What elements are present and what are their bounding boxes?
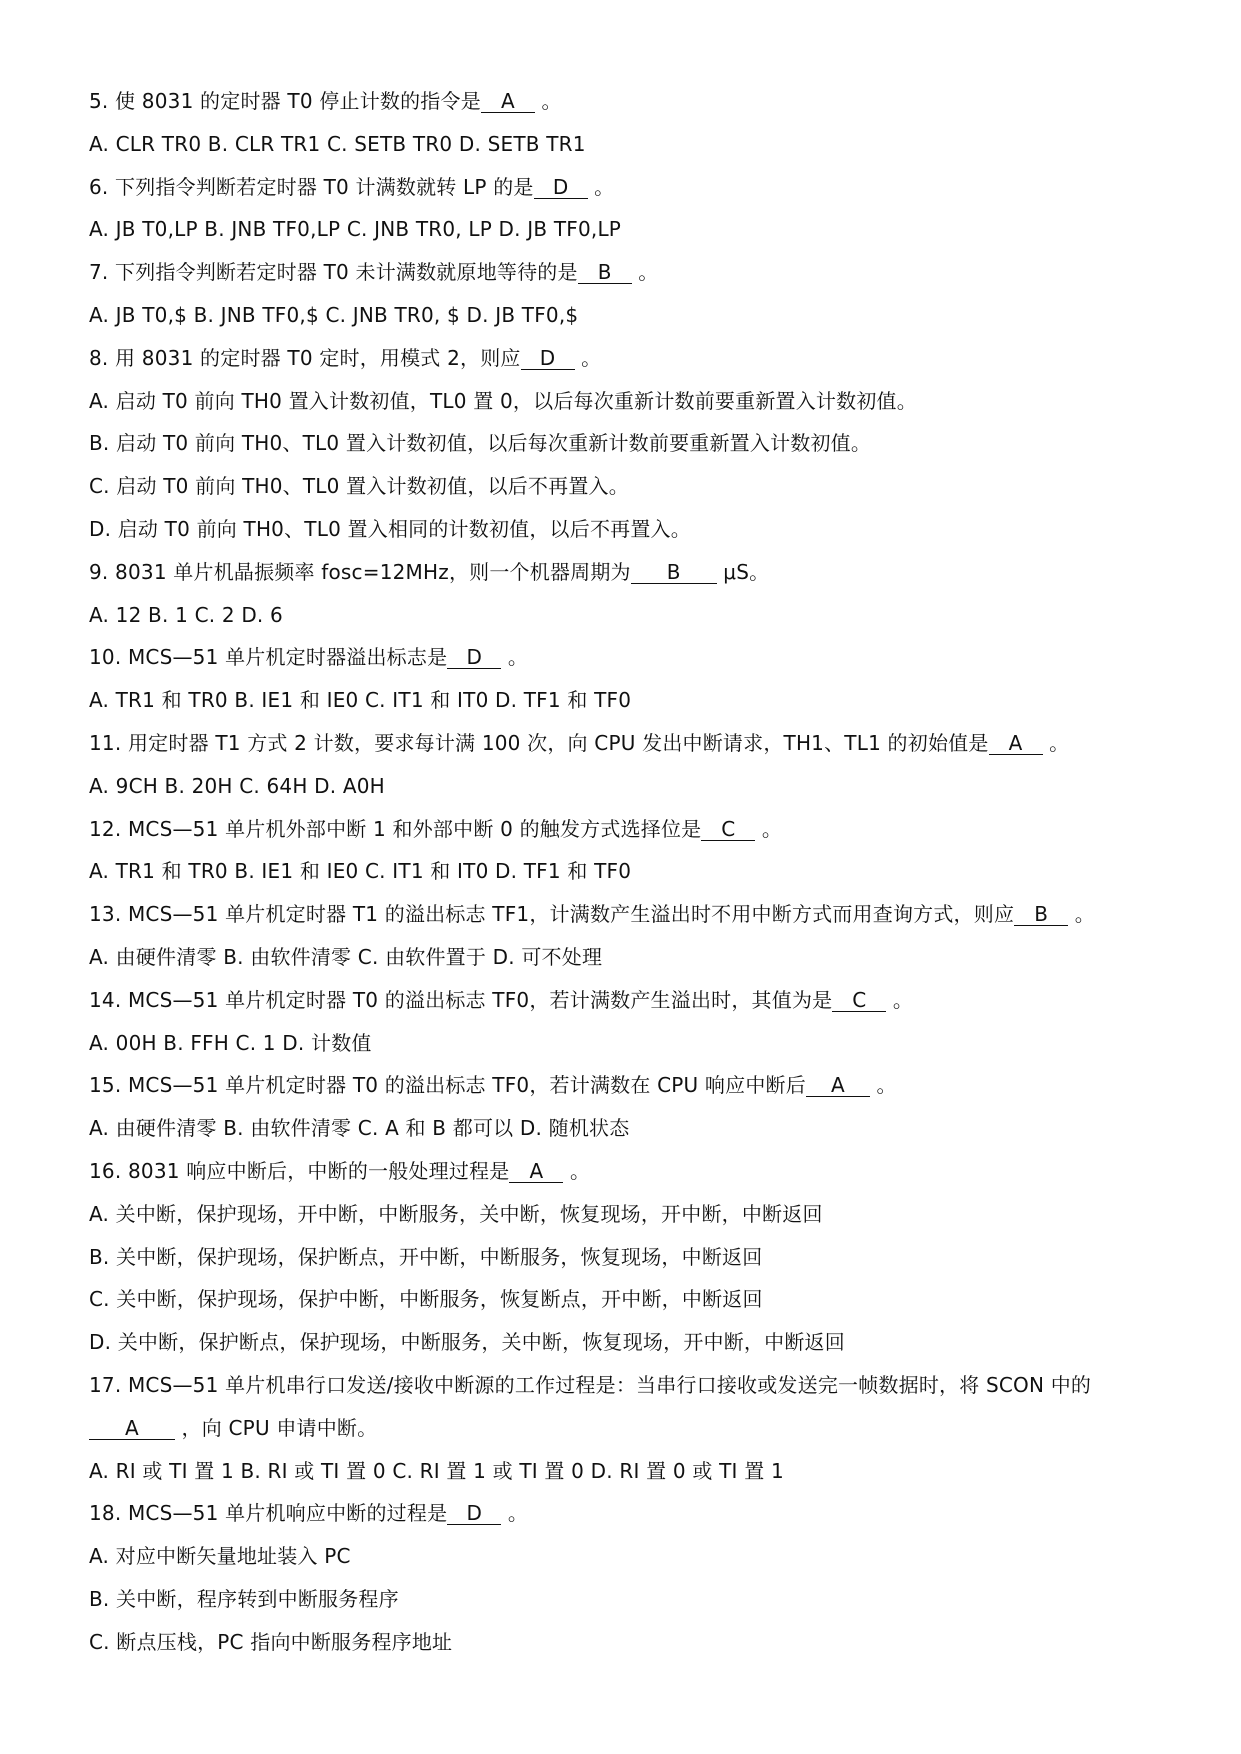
question-text: 16. 8031 响应中断后，中断的一般处理过程是 xyxy=(89,1158,510,1183)
question-suffix: 。 xyxy=(501,1501,529,1526)
question-text: 8. 用 8031 的定时器 T0 定时，用模式 2，则应 xyxy=(89,345,521,370)
question-text: 10. MCS—51 单片机定时器溢出标志是 xyxy=(89,645,448,670)
options-line: A. TR1 和 TR0 B. IE1 和 IE0 C. IT1 和 IT0 D. TF1 和 TF0 xyxy=(89,688,632,713)
options-line: A. 00H B. FFH C. 1 D. 计数值 xyxy=(89,1030,372,1055)
answer-blank: A xyxy=(481,90,535,113)
question-text: 5. 使 8031 的定时器 T0 停止计数的指令是 xyxy=(89,89,481,113)
answer-blank: A xyxy=(89,1417,175,1440)
question-list xyxy=(89,80,1199,1663)
question-suffix: 。 xyxy=(631,260,659,285)
options-line: A. JB T0,$ B. JNB TF0,$ C. JNB TR0, $ D. JB TF0,$ xyxy=(89,302,579,327)
options-line: C. 启动 T0 前向 TH0、TL0 置入计数初值，以后不再置入。 xyxy=(89,474,629,499)
options-line: A. 关中断，保护现场，开中断，中断服务，关中断，恢复现场，开中断，中断返回 xyxy=(89,1201,823,1226)
options-line: A. 对应中断矢量地址装入 PC xyxy=(89,1544,351,1569)
question-text: 15. MCS—51 单片机定时器 T0 的溢出标志 TF0，若计满数在 CPU 响应中断后 xyxy=(89,1073,806,1098)
question-line xyxy=(89,1064,1199,1107)
question-line xyxy=(89,636,1199,679)
question-line xyxy=(89,1407,1199,1450)
question-suffix: 。 xyxy=(534,89,562,113)
options-line: A. CLR TR0 B. CLR TR1 C. SETB TR0 D. SETB TR1 xyxy=(89,131,586,156)
question-suffix: 。 xyxy=(563,1158,591,1183)
answer-blank: B xyxy=(1014,903,1068,926)
question-text: 13. MCS—51 单片机定时器 T1 的溢出标志 TF1，计满数产生溢出时不用中断方式而用查询方式，则应 xyxy=(89,902,1015,927)
options-line: A. 由硬件清零 B. 由软件清零 C. 由软件置于 D. 可不处理 xyxy=(89,944,603,969)
question-line xyxy=(89,1492,1199,1535)
question-line xyxy=(89,893,1199,936)
question-line xyxy=(89,722,1199,765)
answer-blank: D xyxy=(534,176,588,199)
question-line xyxy=(89,1150,1199,1193)
question-text: 6. 下列指令判断若定时器 T0 计满数就转 LP 的是 xyxy=(89,174,534,199)
question-text: 14. MCS—51 单片机定时器 T0 的溢出标志 TF0，若计满数产生溢出时，其值为是 xyxy=(89,987,833,1012)
options-line: A. TR1 和 TR0 B. IE1 和 IE0 C. IT1 和 IT0 D. TF1 和 TF0 xyxy=(89,859,632,884)
question-text: 12. MCS—51 单片机外部中断 1 和外部中断 0 的触发方式选择位是 xyxy=(89,816,702,841)
options-line: A. 9CH B. 20H C. 64H D. A0H xyxy=(89,773,385,798)
question-line xyxy=(89,166,1199,209)
question-line xyxy=(89,551,1199,594)
question-text: 11. 用定时器 T1 方式 2 计数，要求每计满 100 次，向 CPU 发出中断请求，TH1、TL1 的初始值是 xyxy=(89,730,989,755)
options-line: B. 关中断，程序转到中断服务程序 xyxy=(89,1586,399,1611)
answer-blank: B xyxy=(578,261,632,284)
answer-blank: D xyxy=(447,646,501,669)
question-suffix: 。 xyxy=(886,987,914,1012)
question-line xyxy=(89,979,1199,1022)
options-line: D. 启动 T0 前向 TH0、TL0 置入相同的计数初值，以后不再置入。 xyxy=(89,516,691,541)
options-line: A. 12 B. 1 C. 2 D. 6 xyxy=(89,602,283,627)
options-line: C. 关中断，保护现场，保护中断，中断服务，恢复断点，开中断，中断返回 xyxy=(89,1287,763,1312)
options-line: B. 关中断，保护现场，保护断点，开中断，中断服务，恢复现场，中断返回 xyxy=(89,1244,763,1269)
question-suffix: 。 xyxy=(574,345,602,370)
answer-blank: A xyxy=(509,1160,563,1183)
question-line xyxy=(89,80,1199,123)
options-line: A. RI 或 TI 置 1 B. RI 或 TI 置 0 C. RI 置 1 或 TI 置 0 D. RI 置 0 或 TI 置 1 xyxy=(89,1458,784,1483)
question-suffix: 。 xyxy=(1042,730,1070,755)
options-line: C. 断点压栈，PC 指向中断服务程序地址 xyxy=(89,1629,453,1654)
answer-blank: C xyxy=(701,818,755,841)
answer-blank: D xyxy=(521,347,575,370)
question-line xyxy=(89,808,1199,851)
question-line xyxy=(89,251,1199,294)
question-suffix: 。 xyxy=(755,816,783,841)
options-line: A. 启动 T0 前向 TH0 置入计数初值，TL0 置 0，以后每次重新计数前要重新置入计数初值。 xyxy=(89,388,917,413)
question-text: 9. 8031 单片机晶振频率 fosc=12MHz，则一个机器周期为 xyxy=(89,559,631,584)
question-text: 17. MCS—51 单片机串行口发送/接收中断源的工作过程是：当串行口接收或发送完一帧数据时，将 SCON 中的 xyxy=(89,1372,1092,1397)
answer-blank: A xyxy=(989,732,1043,755)
question-suffix: 。 xyxy=(501,645,529,670)
options-line: D. 关中断，保护断点，保护现场，中断服务，关中断，恢复现场，开中断，中断返回 xyxy=(89,1330,845,1355)
question-suffix: 。 xyxy=(1068,902,1095,927)
question-text: 18. MCS—51 单片机响应中断的过程是 xyxy=(89,1501,448,1526)
options-line: A. JB T0,LP B. JNB TF0,LP C. JNB TR0, LP D. JB TF0,LP xyxy=(89,217,622,242)
question-text: 7. 下列指令判断若定时器 T0 未计满数就原地等待的是 xyxy=(89,260,578,285)
question-line xyxy=(89,337,1199,380)
answer-blank: B xyxy=(631,561,717,584)
options-line: B. 启动 T0 前向 TH0、TL0 置入计数初值，以后每次重新计数前要重新置入计数初值。 xyxy=(89,431,872,456)
question-suffix: 。 xyxy=(869,1073,897,1098)
answer-blank: C xyxy=(832,989,886,1012)
question-suffix: ，向 CPU 申请中断。 xyxy=(175,1415,378,1440)
question-suffix: μS。 xyxy=(716,559,770,584)
options-line: A. 由硬件清零 B. 由软件清零 C. A 和 B 都可以 D. 随机状态 xyxy=(89,1116,630,1141)
answer-blank: D xyxy=(447,1502,501,1525)
question-suffix: 。 xyxy=(587,174,615,199)
answer-blank: A xyxy=(806,1074,870,1097)
